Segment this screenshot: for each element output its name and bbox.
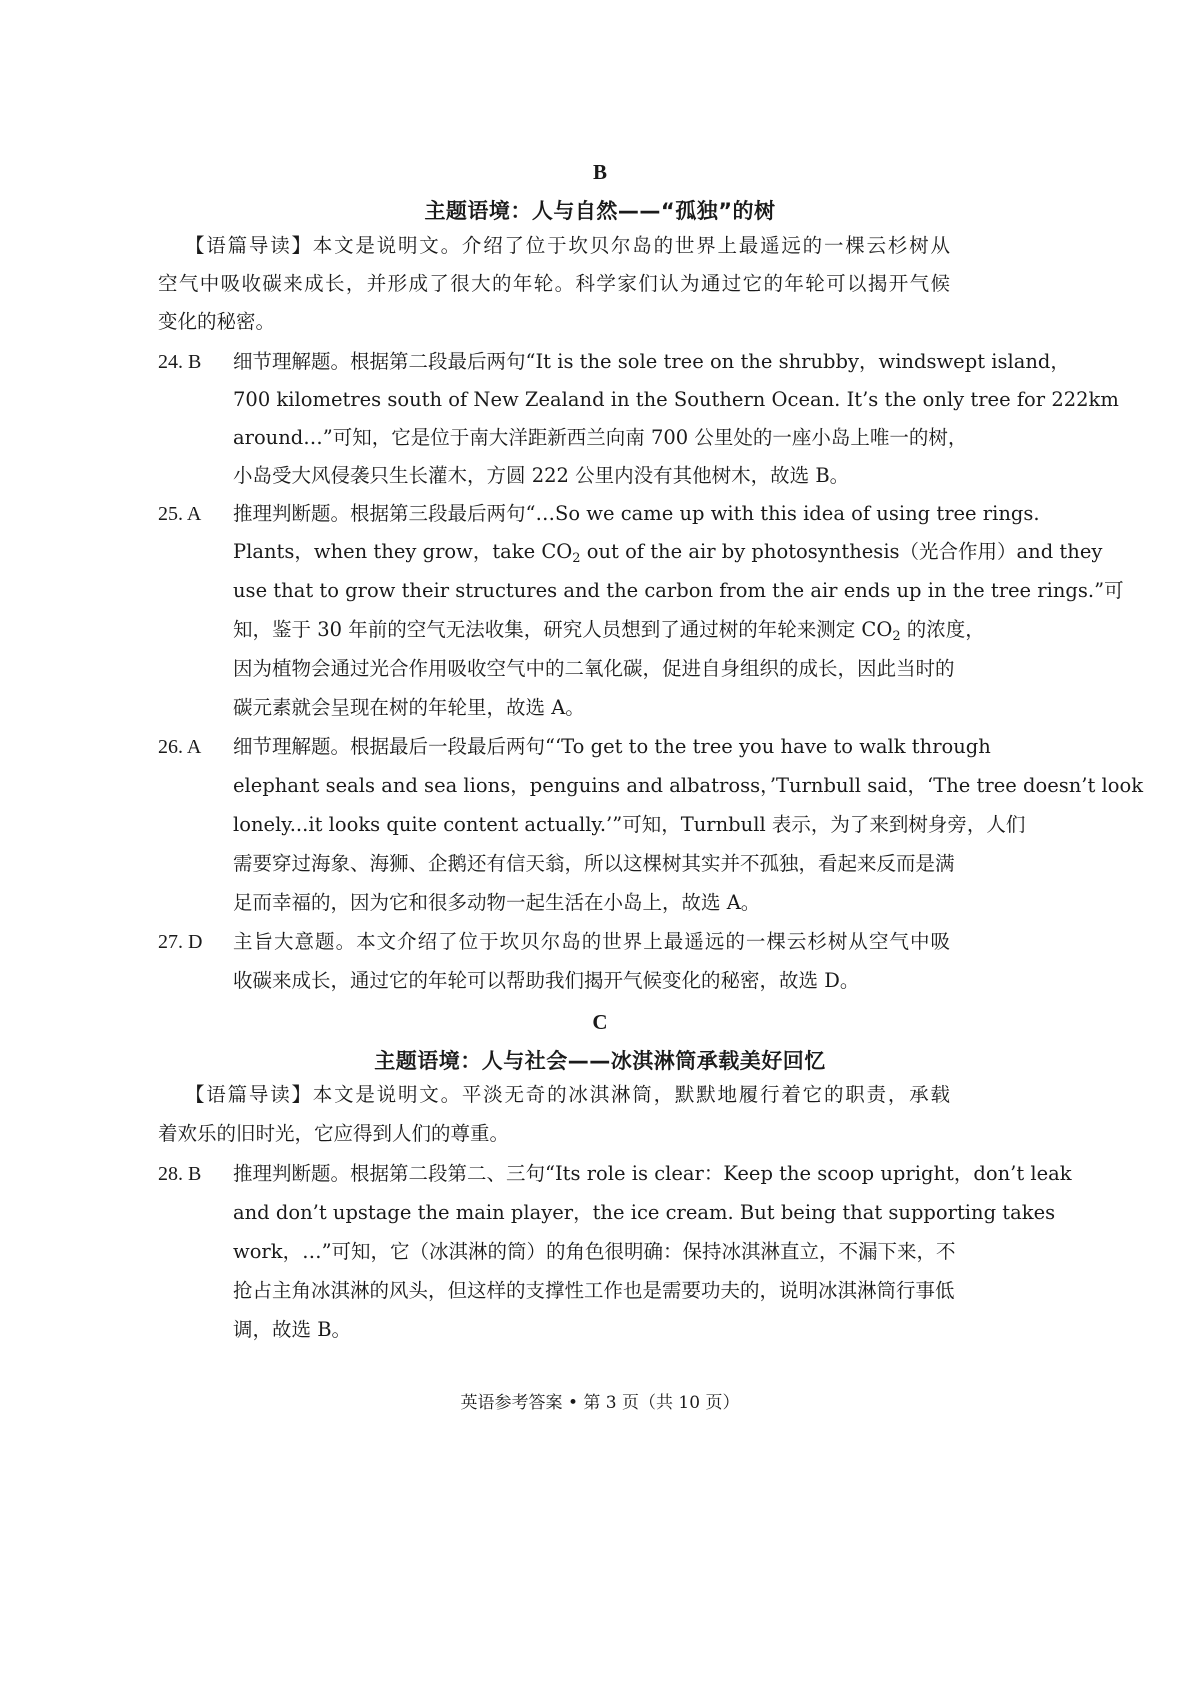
answer-line: 推理判断题。根据第二段第二、三句“Its role is clear：Keep the scoop upright，don’t leak <box>233 1162 1072 1185</box>
answer-line: use that to grow their structures and the carbon from the air ends up in the tree rings.”可 <box>233 579 1124 602</box>
section-c-letter: C <box>592 1010 608 1034</box>
answer-line: 足而幸福的，因为它和很多动物一起生活在小岛上，故选 A。 <box>233 891 761 914</box>
section-b-intro-line: 空气中吸收碳来成长，并形成了很大的年轮。科学家们认为通过它的年轮可以揭开气候 <box>158 272 950 295</box>
answer-line: around…”可知，它是位于南大洋距新西兰向南 700 公里处的一座小岛上唯一的树， <box>233 426 968 449</box>
question-number: 28. B <box>158 1163 202 1185</box>
answer-line: lonely...it looks quite content actually.’”可知，Turnbull 表示，为了来到树身旁，人们 <box>233 813 1026 836</box>
question-number: 26. A <box>158 736 202 758</box>
section-b-intro-line: 【语篇导读】本文是说明文。介绍了位于坎贝尔岛的世界上最遥远的一棵云杉树从 <box>185 234 950 257</box>
page-footer: 英语参考答案 • 第 3 页（共 10 页） <box>460 1393 740 1413</box>
question-number: 25. A <box>158 503 202 525</box>
section-c-intro-line: 着欢乐的旧时光，它应得到人们的尊重。 <box>158 1122 510 1145</box>
answer-line: 抢占主角冰淇淋的风头，但这样的支撑性工作也是需要功夫的，说明冰淇淋筒行事低 <box>233 1279 955 1302</box>
question-number: 24. B <box>158 351 202 373</box>
answer-line: 需要穿过海象、海狮、企鹅还有信天翁，所以这棵树其实并不孤独，看起来反而是满 <box>233 852 955 875</box>
question-number: 27. D <box>158 931 203 953</box>
answer-line: Plants，when they grow，take $CO_2$ out of the air by photosynthesis（光合作用）and they <box>233 540 1103 566</box>
answer-line: 调，故选 B。 <box>233 1318 352 1341</box>
answer-line: elephant seals and sea lions，penguins and albatross，’Turnbull said，‘The tree doesn’t look <box>233 774 1144 797</box>
section-b-intro-line: 变化的秘密。 <box>158 310 276 333</box>
answer-line: 知，鉴于 30 年前的空气无法收集，研究人员想到了通过树的年轮来测定 $CO_2$ 的浓度， <box>233 618 985 644</box>
section-b-letter: B <box>592 160 607 184</box>
answer-line: 小岛受大风侵袭只生长灌木，方圆 222 公里内没有其他树木，故选 B。 <box>233 464 850 487</box>
section-c-intro-line: 【语篇导读】本文是说明文。平淡无奇的冰淇淋筒，默默地履行着它的职责，承载 <box>185 1083 950 1106</box>
section-b-heading: 主题语境：人与自然——“孤独”的树 <box>424 199 776 223</box>
section-c-heading: 主题语境：人与社会——冰淇淋筒承载美好回忆 <box>374 1049 826 1073</box>
answer-line: 700 kilometres south of New Zealand in the Southern Ocean. It’s the only tree for 222km <box>233 388 1119 411</box>
answer-line: and don’t upstage the main player，the ice cream. But being that supporting takes <box>233 1201 1056 1224</box>
answer-line: 主旨大意题。本文介绍了位于坎贝尔岛的世界上最遥远的一棵云杉树从空气中吸 <box>233 930 950 953</box>
answer-line: 碳元素就会呈现在树的年轮里，故选 A。 <box>233 696 585 719</box>
answer-line: 细节理解题。根据最后一段最后两句“‘To get to the tree you have to walk through <box>233 735 991 758</box>
answer-line: 收碳来成长，通过它的年轮可以帮助我们揭开气候变化的秘密，故选 D。 <box>233 969 860 992</box>
answer-line: 推理判断题。根据第三段最后两句“…So we came up with this idea of using tree rings. <box>233 502 1040 525</box>
answer-line: 因为植物会通过光合作用吸收空气中的二氧化碳，促进自身组织的成长，因此当时的 <box>233 657 955 680</box>
answer-line: work，…”可知，它（冰淇淋的筒）的角色很明确：保持冰淇淋直立，不漏下来，不 <box>233 1240 956 1263</box>
answer-line: 细节理解题。根据第二段最后两句“It is the sole tree on the shrubby，windswept island， <box>233 350 1070 373</box>
